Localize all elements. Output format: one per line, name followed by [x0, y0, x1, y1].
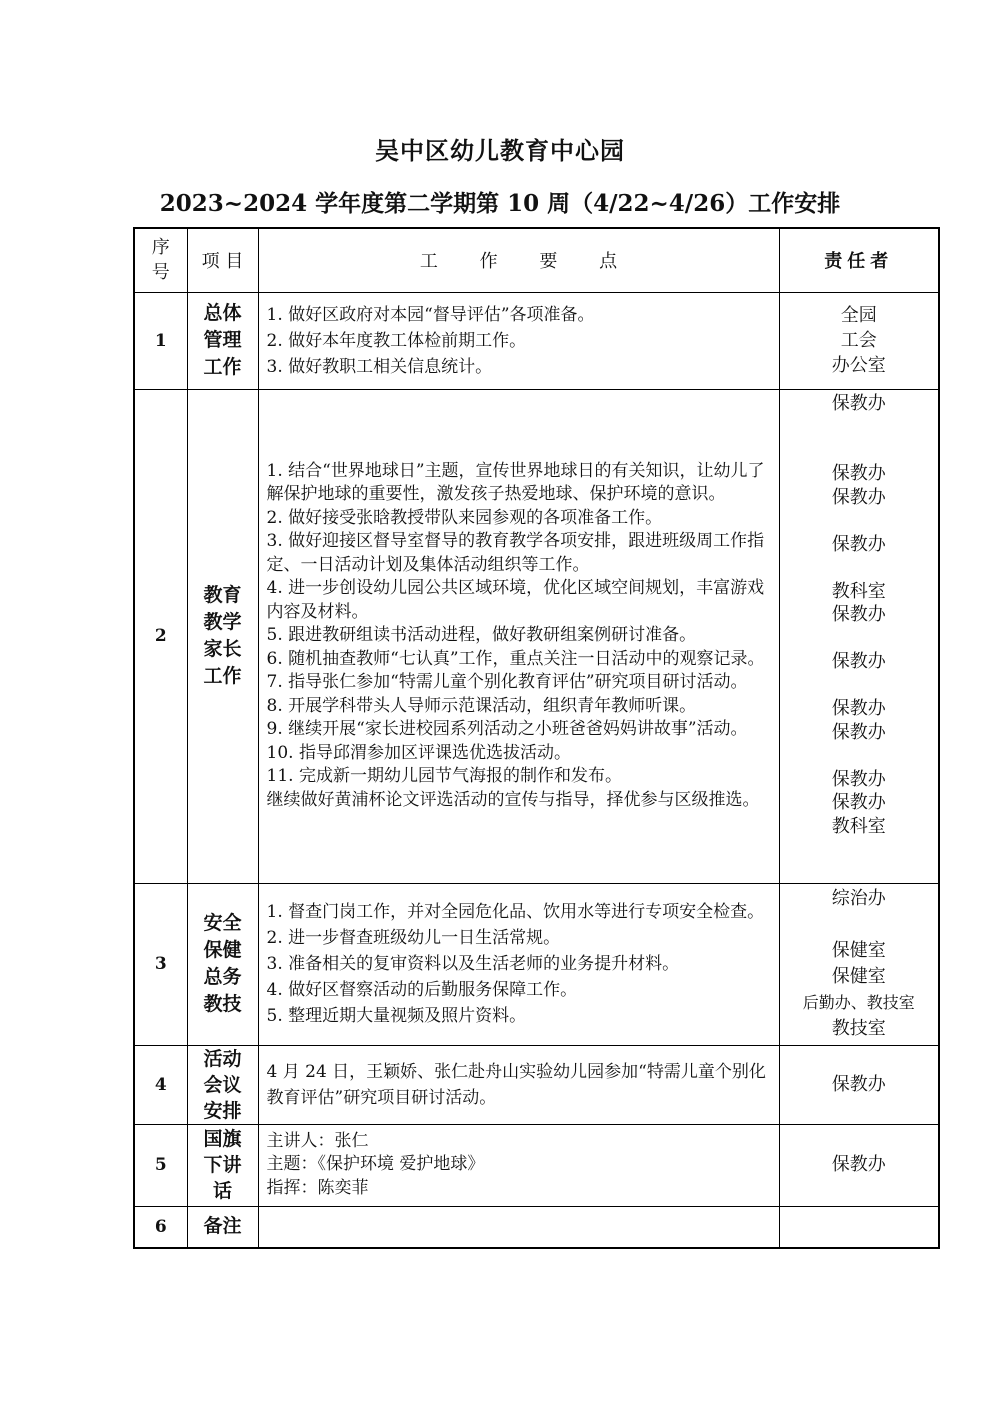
- work-item: 5. 跟进教研组读书活动进程，做好教研组案例研讨准备。: [266, 625, 697, 646]
- row-work: [258, 1124, 779, 1206]
- table-row: [134, 292, 939, 389]
- responsible-item: 保教办: [831, 1154, 886, 1176]
- work-item: 4. 做好区督察活动的后勤服务保障工作。: [266, 980, 578, 1000]
- responsible-item: 综治办: [831, 888, 886, 909]
- work-item: 9. 继续开展“家长进校园系列活动之小班爸爸妈妈讲故事”活动。: [266, 719, 748, 740]
- responsible-item: 全园: [840, 305, 877, 326]
- work-item: 指挥：陈奕菲: [266, 1177, 369, 1198]
- row-work: [258, 1206, 779, 1248]
- row-number: 1: [134, 292, 187, 389]
- responsible-item: 教科室: [831, 580, 886, 602]
- work-item: 继续做好黄浦杯论文评选活动的宣传与指导，择优参与区级推选。: [266, 789, 760, 810]
- responsible-item: 保教办: [831, 651, 886, 672]
- responsible-item: 保教办: [831, 1073, 886, 1095]
- work-item: 3. 做好迎接区督导室督导的教育教学各项安排，跟进班级周工作指定、一日活动计划及集体活动组织等工作。: [266, 531, 765, 575]
- work-item: 4. 进一步创设幼儿园公共区域环境，优化区域空间规划，丰富游戏内容及材料。: [266, 578, 765, 622]
- row-category: 活动会议安排: [187, 1045, 258, 1124]
- row-category: 总体管理工作: [187, 292, 258, 389]
- work-item: 3. 做好教职工相关信息统计。: [266, 356, 493, 377]
- header-resp: 责任者: [779, 228, 939, 292]
- row-number: 6: [134, 1206, 187, 1248]
- work-item: 主题：《保护环境 爱护地球》: [266, 1154, 485, 1175]
- work-item: 2. 进一步督查班级幼儿一日生活常规。: [266, 928, 561, 948]
- row-work: [258, 389, 779, 883]
- responsible-item: 保教办: [831, 392, 886, 414]
- row-responsible: [779, 292, 939, 389]
- work-item: 主讲人：张仁: [266, 1130, 369, 1151]
- row-responsible: [779, 1206, 939, 1248]
- responsible-item: 工会: [840, 330, 877, 351]
- work-item: 1. 做好区政府对本园“督导评估”各项准备。: [266, 304, 595, 325]
- schedule-table: [133, 227, 940, 1249]
- responsible-item: 保教办: [831, 698, 886, 719]
- row-work: [258, 1045, 779, 1124]
- work-item: 10. 指导邱渭参加区评课选优选拔活动。: [266, 742, 571, 763]
- responsible-item: 保教办: [831, 721, 886, 743]
- work-item: 1. 督查门岗工作，并对全园危化品、饮用水等进行专项安全检查。: [266, 902, 765, 922]
- table-row: [134, 1124, 939, 1206]
- row-category: 教育教学家长工作: [187, 389, 258, 883]
- responsible-item: 保健室: [831, 966, 886, 987]
- table-header-row: [134, 228, 939, 292]
- work-item: 5. 整理近期大量视频及照片资料。: [266, 1006, 527, 1026]
- row-responsible: [779, 1045, 939, 1124]
- header-category: 项 目: [187, 228, 258, 292]
- row-work: [258, 292, 779, 389]
- work-item: 2. 做好接受张晗教授带队来园参观的各项准备工作。: [266, 507, 663, 528]
- table-row: [134, 389, 939, 883]
- work-item: 7. 指导张仁参加“特需儿童个别化教育评估”研究项目研讨活动。: [266, 672, 748, 693]
- responsible-item: 保教办: [831, 486, 886, 508]
- row-category: 安全保健总务教技: [187, 883, 258, 1045]
- document-title: 吴中区幼儿教育中心园: [375, 136, 625, 165]
- responsible-item: 办公室: [831, 355, 886, 376]
- work-item: 8. 开展学科带头人导师示范课活动，组织青年教师听课。: [266, 695, 697, 716]
- document-subtitle: 2023~2024 学年度第二学期第 10 周（4/22~4/26）工作安排: [159, 190, 841, 217]
- table-row: [134, 1045, 939, 1124]
- responsible-item: 后勤办、教技室: [802, 993, 915, 1012]
- row-number: 4: [134, 1045, 187, 1124]
- row-category: 备注: [187, 1206, 258, 1248]
- header-work: 工 作 要 点: [258, 228, 779, 292]
- responsible-item: 保教办: [831, 768, 886, 790]
- row-number: 5: [134, 1124, 187, 1206]
- row-responsible: [779, 389, 939, 883]
- responsible-item: 教技室: [831, 1018, 886, 1039]
- work-item: 6. 随机抽查教师“七认真”工作，重点关注一日活动中的观察记录。: [266, 648, 765, 669]
- work-item: 3. 准备相关的复审资料以及生活老师的业务提升材料。: [266, 954, 680, 974]
- row-number: 2: [134, 389, 187, 883]
- table-row: [134, 1206, 939, 1248]
- row-number: 3: [134, 883, 187, 1045]
- responsible-item: 保教办: [831, 604, 886, 625]
- row-responsible: [779, 883, 939, 1045]
- responsible-item: 保教办: [831, 792, 886, 813]
- row-responsible: [779, 1124, 939, 1206]
- row-work: [258, 883, 779, 1045]
- responsible-item: 保教办: [831, 533, 886, 555]
- table-row: [134, 883, 939, 1045]
- row-category: 国旗下讲话: [187, 1124, 258, 1206]
- responsible-item: 保健室: [831, 940, 886, 961]
- work-item: 2. 做好本年度教工体检前期工作。: [266, 330, 527, 351]
- header-num: 序号: [134, 228, 187, 292]
- work-item: 4 月 24 日，王颖娇、张仁赴舟山实验幼儿园参加“特需儿童个别化教育评估”研究项目研讨活动。: [266, 1061, 766, 1108]
- responsible-item: 教科室: [831, 815, 886, 837]
- work-item: 1. 结合“世界地球日”主题，宣传世界地球日的有关知识，让幼儿了解保护地球的重要性，激发孩子热爱地球、保护环境的意识。: [266, 460, 765, 505]
- responsible-item: 保教办: [831, 463, 886, 484]
- work-item: 11. 完成新一期幼儿园节气海报的制作和发布。: [266, 766, 622, 787]
